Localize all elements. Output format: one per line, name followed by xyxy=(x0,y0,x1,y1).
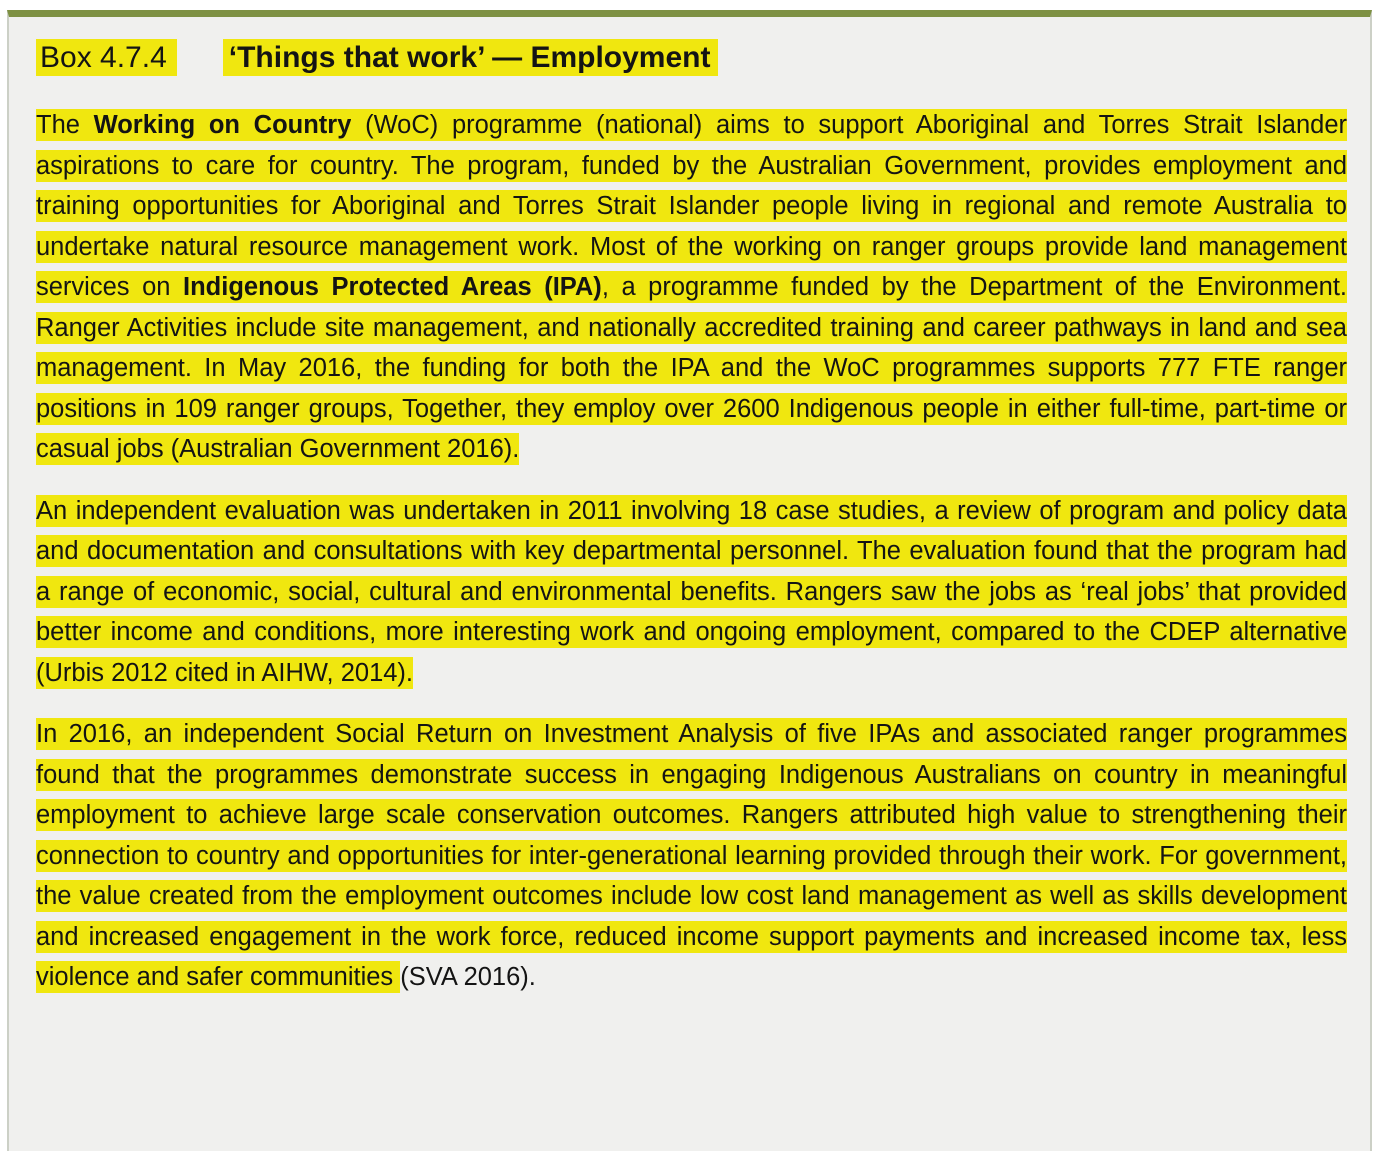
paragraph-sroi-2016 xyxy=(36,714,1347,998)
box-title xyxy=(36,35,1346,81)
paragraph-evaluation-2011 xyxy=(36,491,1347,694)
text-run-bold-ipa: Indigenous Protected Areas (IPA) xyxy=(183,273,602,301)
paragraph-woc-programme xyxy=(36,105,1347,470)
text-run: The xyxy=(36,111,94,139)
things-that-work-box xyxy=(7,10,1372,1151)
text-run-citation-sva: (SVA 2016). xyxy=(400,963,536,991)
text-run: , a programme funded by the Department of the Environment. Ranger Activities include site management, and nationally accredited training and career pathways in land and sea management. In May 2016, the funding for both the IPA and the WoC programmes supports 777 FTE ranger positions in 109 ranger groups, Together, they employ over 2600 Indigenous people in either full-time, part-time or casual jobs (Australian Government 2016). xyxy=(36,273,1347,463)
box-heading: ‘Things that work’ — Employment xyxy=(223,39,719,76)
text-run: (WoC) programme (national) aims to support Aboriginal and Torres Strait Islander aspirations to care for country. The program, funded by the Australian Government, provides employment and training opportunities for Aboriginal and Torres Strait Islander people living in regional and remote Australia to undertake natural resource management work. Most of the working on ranger groups provide land management services on xyxy=(36,111,1348,301)
text-run-bold-working-on-country: Working on Country xyxy=(93,111,352,139)
box-number: Box 4.7.4 xyxy=(36,39,177,76)
text-run: In 2016, an independent Social Return on Investment Analysis of five IPAs and associated ranger programmes found that the programmes demonstrate success in engaging Indigenous Australians on country in meaningful employment to achieve large scale conservation outcomes. Rangers attributed high value to strengthening their connection to country and opportunities for inter-generational learning provided through their work. For government, the value created from the employment outcomes include low cost land management as well as skills development and increased engagement in the work force, reduced income support payments and increased income tax, less violence and safer communities xyxy=(36,720,1347,991)
text-run: An independent evaluation was undertaken in 2011 involving 18 case studies, a review of program and policy data and documentation and consultations with key departmental personnel. The evaluation found that the program had a range of economic, social, cultural and environmental benefits. Rangers saw the jobs as ‘real jobs’ that provided better income and conditions, more interesting work and ongoing employment, compared to the CDEP alternative (Urbis 2012 cited in AIHW, 2014). xyxy=(36,496,1347,687)
